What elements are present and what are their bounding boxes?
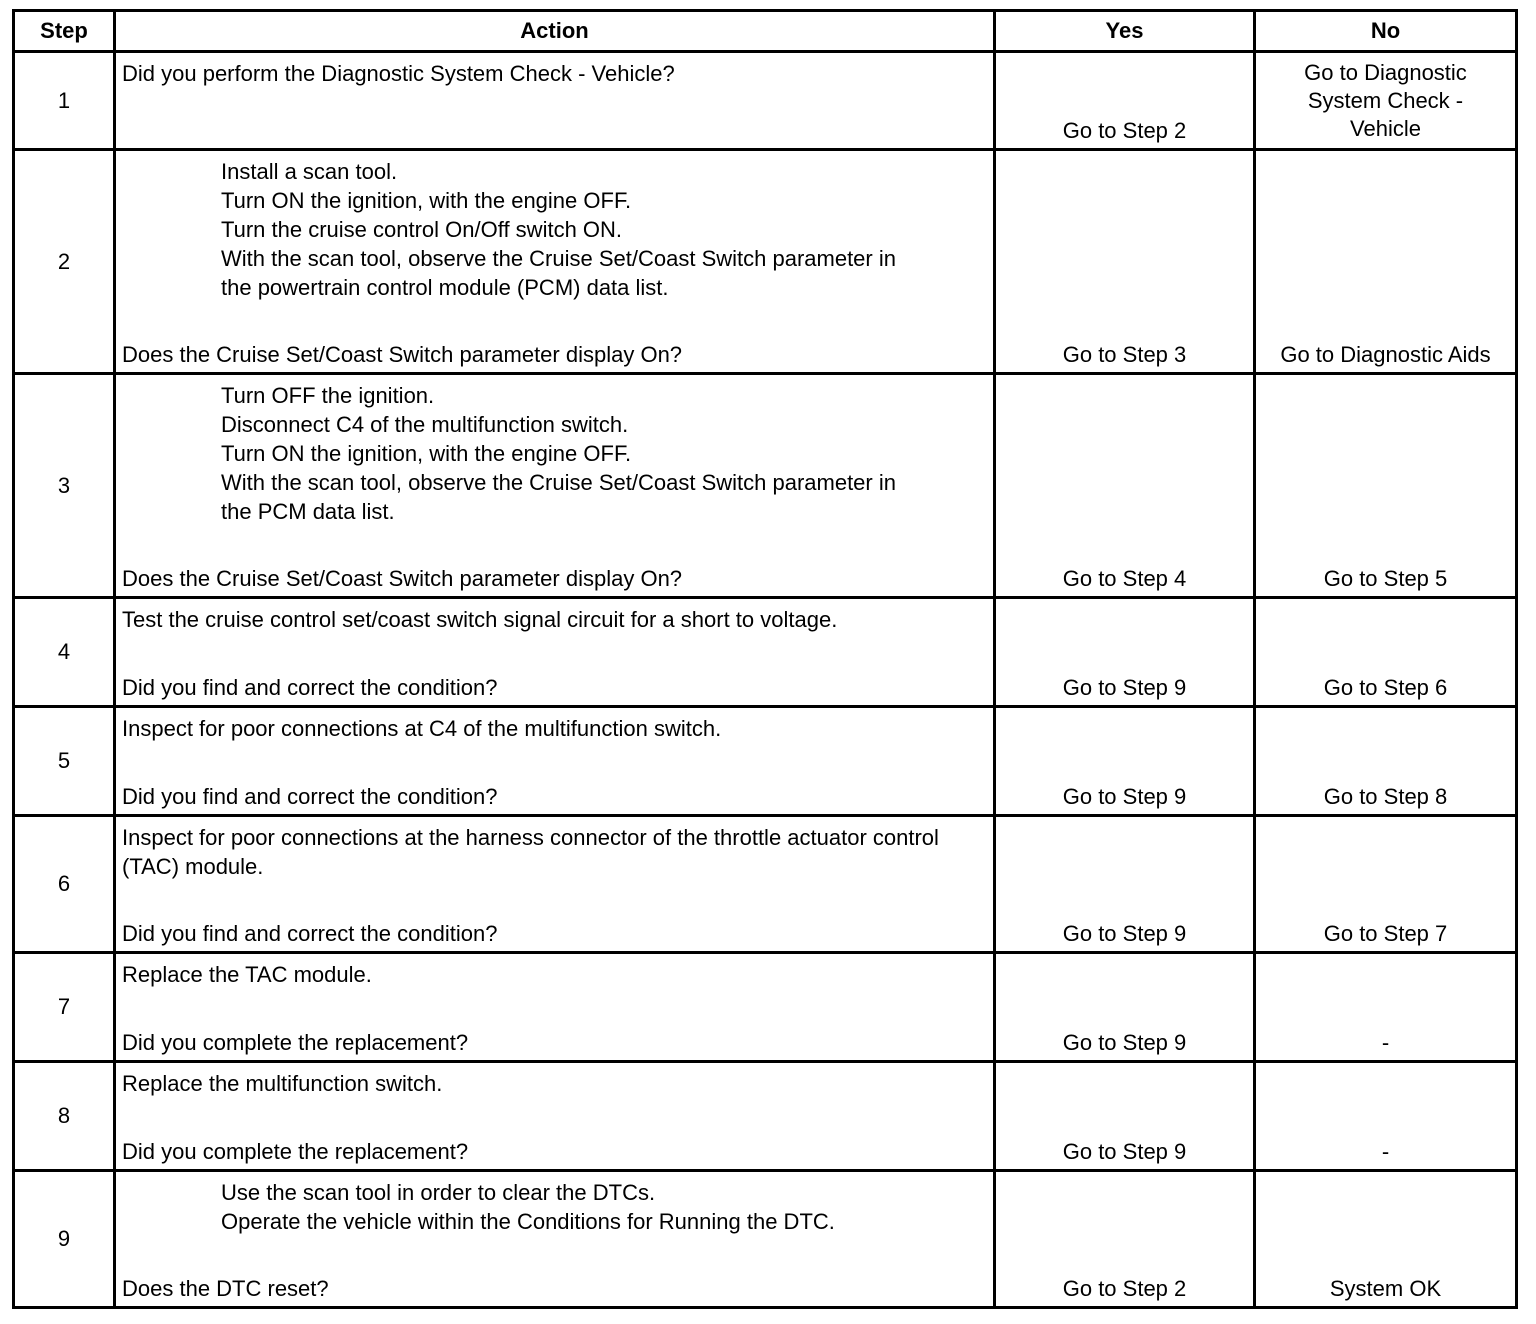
instruction-line: Turn the cruise control On/Off switch ON. <box>221 217 623 242</box>
yes-answer: Go to Step 9 <box>1062 675 1187 700</box>
instruction-list <box>221 381 989 526</box>
yes-cell <box>995 1171 1255 1308</box>
instruction-line: Turn ON the ignition, with the engine OFF. <box>221 441 632 466</box>
no-answer: Go to Diagnostic System Check - Vehicle <box>1304 60 1467 141</box>
yes-answer: Go to Step 3 <box>1062 342 1187 367</box>
table-row <box>14 1171 1517 1308</box>
action-question: Did you complete the replacement? <box>122 1139 469 1164</box>
step-number: 9 <box>14 1171 115 1308</box>
action-statement: Inspect for poor connections at the harness connector of the throttle actuator control (TAC) module. <box>122 825 939 879</box>
header-action: Action <box>115 11 995 52</box>
step-number: 8 <box>14 1062 115 1171</box>
header-yes: Yes <box>995 11 1255 52</box>
header-no: No <box>1255 11 1517 52</box>
header-row <box>14 11 1517 52</box>
header-step: Step <box>14 11 115 52</box>
no-cell <box>1255 707 1517 816</box>
action-cell <box>115 816 995 953</box>
instruction-line: Turn OFF the ignition. <box>221 383 435 408</box>
no-cell <box>1255 953 1517 1062</box>
action-statement: Replace the multifunction switch. <box>122 1071 443 1096</box>
action-question: Does the Cruise Set/Coast Switch parameter display On? <box>122 342 683 367</box>
no-cell <box>1255 1062 1517 1171</box>
instruction-line: Disconnect C4 of the multifunction switch. <box>221 412 629 437</box>
no-cell <box>1255 52 1517 150</box>
no-answer: Go to Diagnostic Aids <box>1280 342 1491 367</box>
instruction-line: With the scan tool, observe the Cruise Set/Coast Switch parameter in <box>221 470 896 495</box>
action-cell <box>115 150 995 374</box>
yes-cell <box>995 374 1255 598</box>
action-cell <box>115 707 995 816</box>
step-number: 2 <box>14 150 115 374</box>
action-cell <box>115 598 995 707</box>
no-answer: System OK <box>1329 1276 1442 1301</box>
yes-answer: Go to Step 2 <box>1062 118 1187 143</box>
step-number: 5 <box>14 707 115 816</box>
yes-cell <box>995 52 1255 150</box>
yes-cell <box>995 953 1255 1062</box>
instruction-line: Use the scan tool in order to clear the DTCs. <box>221 1180 656 1205</box>
no-cell <box>1255 816 1517 953</box>
yes-cell <box>995 1062 1255 1171</box>
table-row <box>14 598 1517 707</box>
action-cell <box>115 1062 995 1171</box>
no-answer: Go to Step 6 <box>1323 675 1448 700</box>
action-cell <box>115 1171 995 1308</box>
action-question: Did you complete the replacement? <box>122 1030 469 1055</box>
no-answer: - <box>1381 1030 1390 1055</box>
table-row <box>14 707 1517 816</box>
step-number: 1 <box>14 52 115 150</box>
yes-cell <box>995 707 1255 816</box>
yes-cell <box>995 816 1255 953</box>
yes-cell <box>995 598 1255 707</box>
action-cell <box>115 374 995 598</box>
table-row <box>14 150 1517 374</box>
instruction-line: the powertrain control module (PCM) data list. <box>221 275 669 300</box>
no-answer: Go to Step 8 <box>1323 784 1448 809</box>
action-question: Did you find and correct the condition? <box>122 675 498 700</box>
yes-answer: Go to Step 9 <box>1062 1030 1187 1055</box>
yes-cell <box>995 150 1255 374</box>
yes-answer: Go to Step 4 <box>1062 566 1187 591</box>
yes-answer: Go to Step 9 <box>1062 784 1187 809</box>
action-cell <box>115 953 995 1062</box>
action-cell <box>115 52 995 150</box>
no-cell <box>1255 150 1517 374</box>
step-number: 4 <box>14 598 115 707</box>
table-row <box>14 1062 1517 1171</box>
yes-answer: Go to Step 9 <box>1062 921 1187 946</box>
no-answer: - <box>1381 1139 1390 1164</box>
action-question: Did you perform the Diagnostic System Check - Vehicle? <box>122 61 675 86</box>
table-row <box>14 374 1517 598</box>
action-question: Does the Cruise Set/Coast Switch parameter display On? <box>122 566 683 591</box>
yes-answer: Go to Step 9 <box>1062 1139 1187 1164</box>
table-row <box>14 953 1517 1062</box>
action-statement: Replace the TAC module. <box>122 962 372 987</box>
action-statement: Test the cruise control set/coast switch signal circuit for a short to voltage. <box>122 607 838 632</box>
step-number: 6 <box>14 816 115 953</box>
table-row <box>14 52 1517 150</box>
no-cell <box>1255 374 1517 598</box>
yes-answer: Go to Step 2 <box>1062 1276 1187 1301</box>
step-number: 7 <box>14 953 115 1062</box>
action-question: Did you find and correct the condition? <box>122 784 498 809</box>
instruction-line: the PCM data list. <box>221 499 395 524</box>
instruction-line: Operate the vehicle within the Conditions for Running the DTC. <box>221 1209 835 1234</box>
table-row <box>14 816 1517 953</box>
instruction-line: Install a scan tool. <box>221 159 398 184</box>
no-answer: Go to Step 5 <box>1323 566 1448 591</box>
instruction-line: With the scan tool, observe the Cruise Set/Coast Switch parameter in <box>221 246 896 271</box>
action-question: Does the DTC reset? <box>122 1276 329 1301</box>
no-cell <box>1255 1171 1517 1308</box>
action-question: Did you find and correct the condition? <box>122 921 498 946</box>
instruction-list <box>221 157 989 302</box>
diagnostic-table <box>12 9 1518 1309</box>
no-cell <box>1255 598 1517 707</box>
step-number: 3 <box>14 374 115 598</box>
action-statement: Inspect for poor connections at C4 of the multifunction switch. <box>122 716 722 741</box>
instruction-list <box>221 1178 989 1236</box>
instruction-line: Turn ON the ignition, with the engine OFF. <box>221 188 632 213</box>
no-answer: Go to Step 7 <box>1323 921 1448 946</box>
